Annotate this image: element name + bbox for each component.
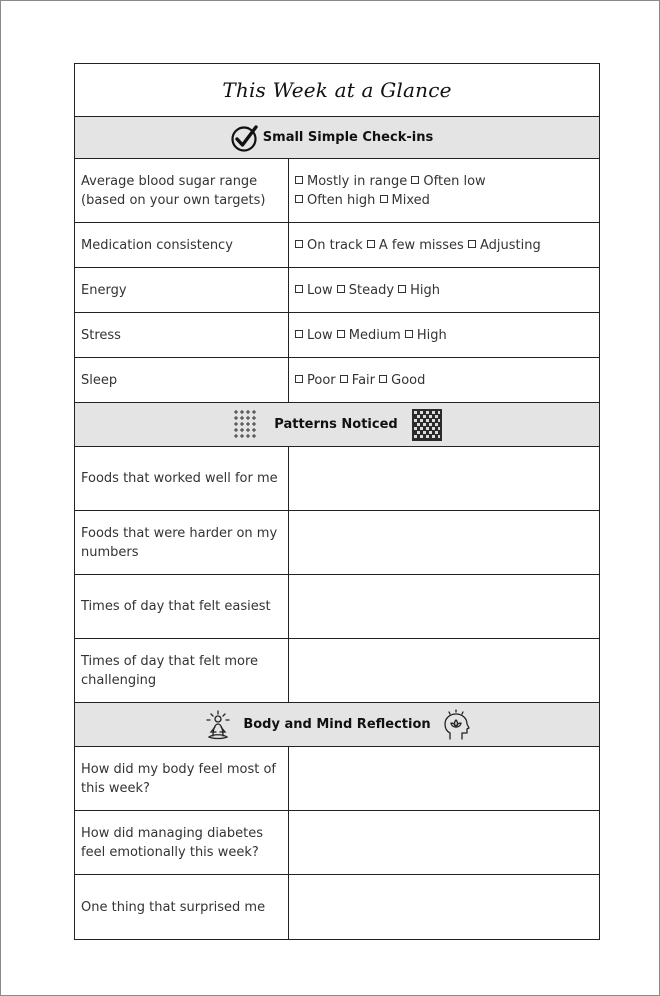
- checkin-label: Medication consistency: [75, 223, 289, 267]
- option-line: [295, 172, 486, 191]
- section-header-reflection: [75, 703, 599, 747]
- page-title: This Week at a Glance: [222, 78, 452, 102]
- option-line: [295, 371, 425, 390]
- checkin-options: [289, 159, 599, 222]
- checkin-row: [75, 313, 599, 358]
- checkbox-option[interactable]: [295, 283, 333, 298]
- section-label: Patterns Noticed: [274, 417, 398, 432]
- checkbox-icon[interactable]: [295, 285, 303, 293]
- checkbox-icon[interactable]: [337, 330, 345, 338]
- write-in-field[interactable]: [289, 875, 599, 939]
- checkbox-option[interactable]: [340, 373, 375, 388]
- checkbox-option[interactable]: [337, 283, 394, 298]
- meditation-person-icon: [203, 709, 233, 741]
- checkin-options: [289, 358, 599, 402]
- prompt-label: One thing that surprised me: [75, 875, 289, 939]
- checkbox-icon[interactable]: [379, 375, 387, 383]
- checkbox-label: Medium: [348, 327, 401, 343]
- checkbox-label: On track: [307, 237, 363, 253]
- prompt-label: How did managing diabetes feel emotionally this week?: [75, 811, 289, 874]
- prompt-label: Foods that worked well for me: [75, 447, 289, 510]
- weekly-review-sheet: [74, 63, 600, 940]
- prompt-row: [75, 639, 599, 703]
- checkbox-icon[interactable]: [340, 375, 348, 383]
- checkbox-option[interactable]: [295, 193, 375, 208]
- prompt-label: Times of day that felt more challenging: [75, 639, 289, 702]
- checkbox-icon[interactable]: [295, 240, 303, 248]
- checkbox-label: High: [416, 327, 447, 343]
- checkbox-icon[interactable]: [295, 176, 303, 184]
- checkin-label: Stress: [75, 313, 289, 357]
- checkbox-option[interactable]: [295, 328, 333, 343]
- checkin-options: [289, 268, 599, 312]
- write-in-field[interactable]: [289, 811, 599, 874]
- checkbox-icon[interactable]: [337, 285, 345, 293]
- checkbox-label: Low: [307, 282, 333, 298]
- checkbox-label: Adjusting: [479, 237, 541, 253]
- title-row: [75, 64, 599, 117]
- option-lines: [295, 326, 447, 345]
- option-lines: [295, 371, 425, 390]
- checkin-row: [75, 268, 599, 313]
- write-in-field[interactable]: [289, 639, 599, 702]
- checkbox-icon[interactable]: [295, 195, 303, 203]
- checkbox-label: Mixed: [391, 192, 430, 208]
- plus-grid-icon: [232, 409, 260, 441]
- section-header-checkins: [75, 117, 599, 159]
- checkbox-label: A few misses: [378, 237, 464, 253]
- option-line: [295, 191, 486, 210]
- mind-lotus-head-icon: [441, 709, 471, 741]
- checkbox-icon[interactable]: [295, 375, 303, 383]
- write-in-field[interactable]: [289, 511, 599, 574]
- checkbox-label: Often low: [423, 173, 486, 189]
- checker-pattern-icon: [412, 409, 442, 441]
- checkbox-icon[interactable]: [468, 240, 476, 248]
- option-line: [295, 236, 541, 255]
- prompt-row: [75, 747, 599, 811]
- prompt-row: [75, 875, 599, 940]
- checkbox-label: Low: [307, 327, 333, 343]
- checkbox-option[interactable]: [295, 238, 363, 253]
- checkbox-option[interactable]: [295, 373, 336, 388]
- prompt-label: Times of day that felt easiest: [75, 575, 289, 638]
- checkin-options: [289, 223, 599, 267]
- option-line: [295, 326, 447, 345]
- checkbox-label: High: [410, 282, 441, 298]
- write-in-field[interactable]: [289, 447, 599, 510]
- checkbox-option[interactable]: [405, 328, 447, 343]
- checkbox-label: Fair: [351, 372, 375, 388]
- checkbox-icon[interactable]: [367, 240, 375, 248]
- prompt-label: Foods that were harder on my numbers: [75, 511, 289, 574]
- checkbox-option[interactable]: [380, 193, 430, 208]
- checkbox-option[interactable]: [468, 238, 541, 253]
- checkin-row: [75, 358, 599, 403]
- prompt-row: [75, 811, 599, 875]
- checkin-label: Sleep: [75, 358, 289, 402]
- checkbox-option[interactable]: [379, 373, 425, 388]
- checkbox-label: Poor: [307, 372, 336, 388]
- section-label: Small Simple Check-ins: [262, 130, 434, 145]
- checkbox-icon[interactable]: [405, 330, 413, 338]
- checkbox-label: Good: [391, 372, 426, 388]
- checkin-options: [289, 313, 599, 357]
- section-header-patterns: [75, 403, 599, 447]
- option-lines: [295, 281, 440, 300]
- checkbox-icon[interactable]: [380, 195, 388, 203]
- option-lines: [295, 172, 486, 210]
- prompt-row: [75, 511, 599, 575]
- prompt-row: [75, 447, 599, 511]
- checkbox-option[interactable]: [398, 283, 440, 298]
- checkin-label: Average blood sugar range (based on your own targets): [75, 159, 289, 222]
- section-label: Body and Mind Reflection: [243, 717, 431, 732]
- prompt-label: How did my body feel most of this week?: [75, 747, 289, 810]
- checkmark-circle-icon: [231, 124, 259, 152]
- option-lines: [295, 236, 541, 255]
- checkbox-icon[interactable]: [398, 285, 406, 293]
- prompt-row: [75, 575, 599, 639]
- checkbox-icon[interactable]: [411, 176, 419, 184]
- checkbox-label: Steady: [348, 282, 395, 298]
- checkbox-label: Mostly in range: [307, 173, 408, 189]
- write-in-field[interactable]: [289, 747, 599, 810]
- checkbox-option[interactable]: [337, 328, 401, 343]
- checkin-row: [75, 223, 599, 268]
- checkbox-option[interactable]: [367, 238, 464, 253]
- checkbox-option[interactable]: [411, 174, 485, 189]
- checkbox-icon[interactable]: [295, 330, 303, 338]
- checkbox-label: Often high: [307, 192, 376, 208]
- checkbox-option[interactable]: [295, 174, 407, 189]
- checkin-row: [75, 159, 599, 223]
- write-in-field[interactable]: [289, 575, 599, 638]
- option-line: [295, 281, 440, 300]
- checkin-label: Energy: [75, 268, 289, 312]
